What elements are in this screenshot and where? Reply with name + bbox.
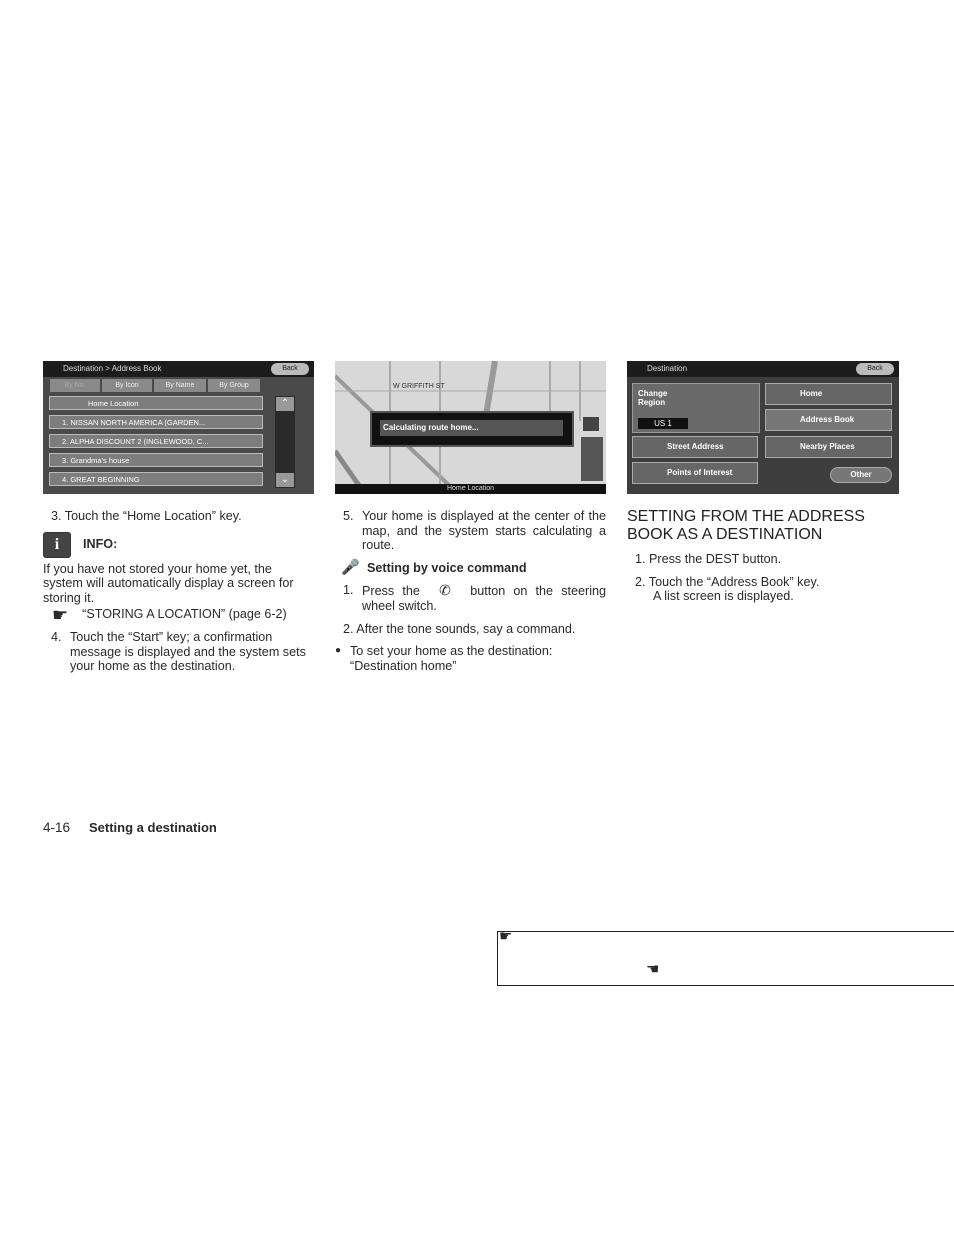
street-address-button: Street Address [632, 436, 758, 458]
back-button: Back [856, 363, 894, 375]
bullet-row [335, 644, 606, 673]
talk-button-icon: ✆ [439, 582, 451, 599]
step-4-row [43, 630, 315, 674]
step-2-result: A list screen is displayed. [653, 589, 794, 604]
message-dialog [370, 411, 574, 447]
section-name: Setting a destination [89, 820, 217, 835]
reference-hand-icon: ☛ [52, 604, 69, 625]
column-2 [335, 509, 606, 681]
reference-line [43, 604, 315, 625]
nearby-places-button: Nearby Places [765, 436, 892, 458]
voice-step-1-row [335, 583, 606, 613]
list-item: 2. ALPHA DISCOUNT 2 (INGLEWOOD, C... [49, 434, 263, 448]
destination-screenshot [627, 361, 899, 494]
change-region-button [632, 383, 760, 433]
step-1: 1. Press the DEST button. [635, 552, 782, 566]
list-item: 3. Grandma's house [49, 453, 263, 467]
other-button: Other [830, 467, 892, 483]
section-heading: SETTING FROM THE ADDRESS BOOK AS A DESTINATION [627, 508, 865, 543]
save-icon [583, 417, 599, 431]
tab-by-icon: By Icon [102, 379, 152, 392]
voice-step-1-text [362, 583, 606, 613]
map-screenshot [335, 361, 606, 494]
tab-by-name: By Name [154, 379, 206, 392]
list-item: 1. NISSAN NORTH AMERICA (GARDEN... [49, 415, 263, 429]
info-text: If you have not stored your home yet, the system will automatically display a screen for storing it. [43, 561, 294, 605]
voice-step-1b: button on the steering wheel switch. [362, 584, 607, 613]
step-4: Touch the “Start” key; a confirmation message is displayed and the system sets your home as the destination. [70, 629, 306, 674]
scroll-up-icon: ⌃ [276, 397, 294, 411]
screen-title: Destination > Address Book [43, 361, 314, 377]
address-book-screenshot [43, 361, 314, 494]
info-header [43, 532, 315, 558]
step-5-row [335, 509, 606, 553]
step-5-number: 5. [343, 509, 354, 523]
region-label: US 1 [638, 418, 688, 429]
info-icon: i [43, 532, 71, 558]
pointing-hand-right-icon: ☛ [499, 928, 513, 945]
tab-by-group: By Group [208, 379, 260, 392]
list-item: Home Location [49, 396, 263, 410]
reference-box [497, 928, 954, 986]
bullet-text: To set your home as the destination: “Destination home” [350, 644, 553, 673]
voice-step-1a: Press the [362, 584, 420, 599]
map-footer: Home Location [335, 484, 606, 494]
step-3: 3. Touch the “Home Location” key. [51, 509, 242, 523]
step-2: 2. Touch the “Address Book” key. [635, 574, 820, 589]
column-1 [43, 509, 315, 682]
voice-command-icon: 🎤 [341, 558, 360, 576]
reference-link[interactable]: “STORING A LOCATION” (page 6-2) [82, 607, 287, 622]
step-4-number: 4. [51, 629, 62, 644]
voice-heading: Setting by voice command [367, 560, 527, 575]
back-button: Back [271, 363, 309, 375]
page-number: 4-16 [43, 820, 71, 835]
street-label: W GRIFFITH ST [393, 383, 445, 390]
screen-title: Destination [627, 361, 899, 377]
tab-by-no: By No. [50, 379, 100, 392]
points-of-interest-button: Points of Interest [632, 462, 758, 484]
voice-step-1-number: 1. [343, 583, 354, 598]
pointing-hand-left-icon: ☚ [646, 961, 660, 978]
change-region-label: Change Region [638, 389, 668, 407]
step-5: Your home is displayed at the center of the map, and the system starts calculating a route. [362, 509, 606, 553]
info-label: INFO: [83, 537, 118, 552]
voice-heading-row [335, 558, 606, 576]
address-book-button: Address Book [765, 409, 892, 431]
calculating-message: Calculating route home... [380, 420, 563, 436]
list-item: 4. GREAT BEGINNING [49, 472, 263, 486]
zoom-controls [581, 437, 603, 481]
home-button: Home [765, 383, 892, 405]
scroll-down-icon: ⌄ [276, 473, 294, 487]
column-3 [627, 508, 899, 612]
bullet: ● [335, 645, 342, 657]
voice-step-2: 2. After the tone sounds, say a command. [343, 621, 576, 636]
